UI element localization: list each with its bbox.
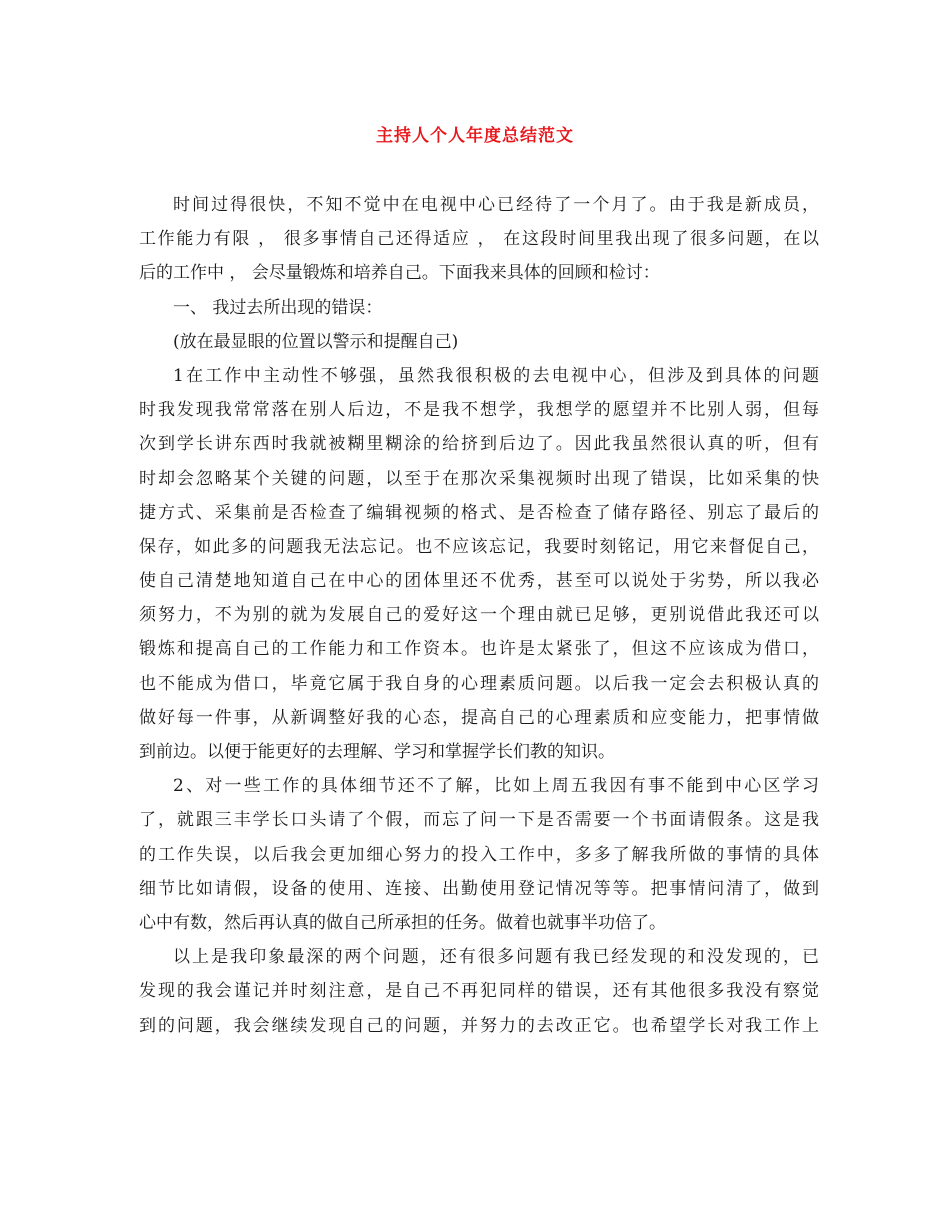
paragraph-line: 时间过得很快，不知不觉中在电视中心已经待了一个月了。由于我是新成员，	[173, 195, 819, 215]
paragraph-line: 使自己清楚地知道自己在中心的团体里还不优秀，甚至可以说处于劣势，所以我必	[139, 571, 819, 592]
section-heading: 一、 我过去所出现的错误：	[173, 297, 383, 318]
paragraph-line: 须努力，不为别的就为发展自己的爱好这一个理由就已足够，更别说借此我还可以	[139, 605, 819, 626]
paragraph-line: 保存，如此多的问题我无法忘记。也不应该忘记，我要时刻铭记，用它来督促自己，	[139, 536, 819, 557]
paragraph-line: (放在最显眼的位置以警示和提醒自己)	[173, 331, 459, 352]
paragraph-line: 心中有数，然后再认真的做自己所承担的任务。做着也就事半功倍了。	[139, 912, 666, 933]
paragraph-line: 2、对一些工作的具体细节还不了解，比如上周五我因有事不能到中心区学习	[173, 776, 819, 797]
paragraph-line: 做好每一件事，从新调整好我的心态，提高自己的心理素质和应变能力，把事情做	[139, 707, 819, 728]
paragraph-line: 工作能力有限 ， 很多事情自己还得适应 ， 在这段时间里我出现了很多问题，在以	[139, 229, 819, 250]
paragraph-line: 到前边。以便于能更好的去理解、学习和掌握学长们教的知识。	[139, 742, 615, 762]
paragraph-line: 发现的我会谨记并时刻注意，是自己不再犯同样的错误，还有其他很多我没有察觉	[139, 981, 819, 1002]
paragraph-line: 细节比如请假，设备的使用、连接、出勤使用登记情况等等。把事情问清了，做到	[139, 878, 819, 899]
paragraph-line: 锻炼和提高自己的工作能力和工作资本。也许是太紧张了，但这不应该成为借口，	[139, 639, 819, 660]
paragraph-line: 次到学长讲东西时我就被糊里糊涂的给挤到后边了。因此我虽然很认真的听，但有	[139, 434, 819, 455]
paragraph-line: 以上是我印象最深的两个问题，还有很多问题有我已经发现的和没发现的，已	[173, 947, 819, 968]
paragraph-line: 后的工作中 ， 会尽量锻炼和培养自己。下面我来具体的回顾和检讨：	[139, 263, 660, 284]
paragraph-line: 捷方式、采集前是否检查了编辑视频的格式、是否检查了储存路径、别忘了最后的	[139, 502, 819, 523]
paragraph-line: 时却会忽略某个关键的问题，以至于在那次采集视频时出现了错误，比如采集的快	[139, 468, 819, 489]
document-title: 主持人个人年度总结范文	[376, 126, 574, 146]
paragraph-line: 也不能成为借口，毕竟它属于我自身的心理素质问题。以后我一定会去积极认真的	[139, 673, 819, 694]
paragraph-line: 1在工作中主动性不够强，虽然我很积极的去电视中心，但涉及到具体的问题	[173, 365, 819, 386]
paragraph-line: 的工作失误，以后我会更加细心努力的投入工作中，多多了解我所做的事情的具体	[139, 844, 819, 865]
paragraph-line: 到的问题，我会继续发现自己的问题，并努力的去改正它。也希望学长对我工作上	[139, 1015, 819, 1036]
document-body	[139, 188, 819, 1043]
paragraph-line: 了，就跟三丰学长口头请了个假，而忘了问一下是否需要一个书面请假条。这是我	[139, 810, 819, 831]
paragraph-line: 时我发现我常常落在别人后边，不是我不想学，我想学的愿望并不比别人弱，但每	[139, 400, 819, 421]
